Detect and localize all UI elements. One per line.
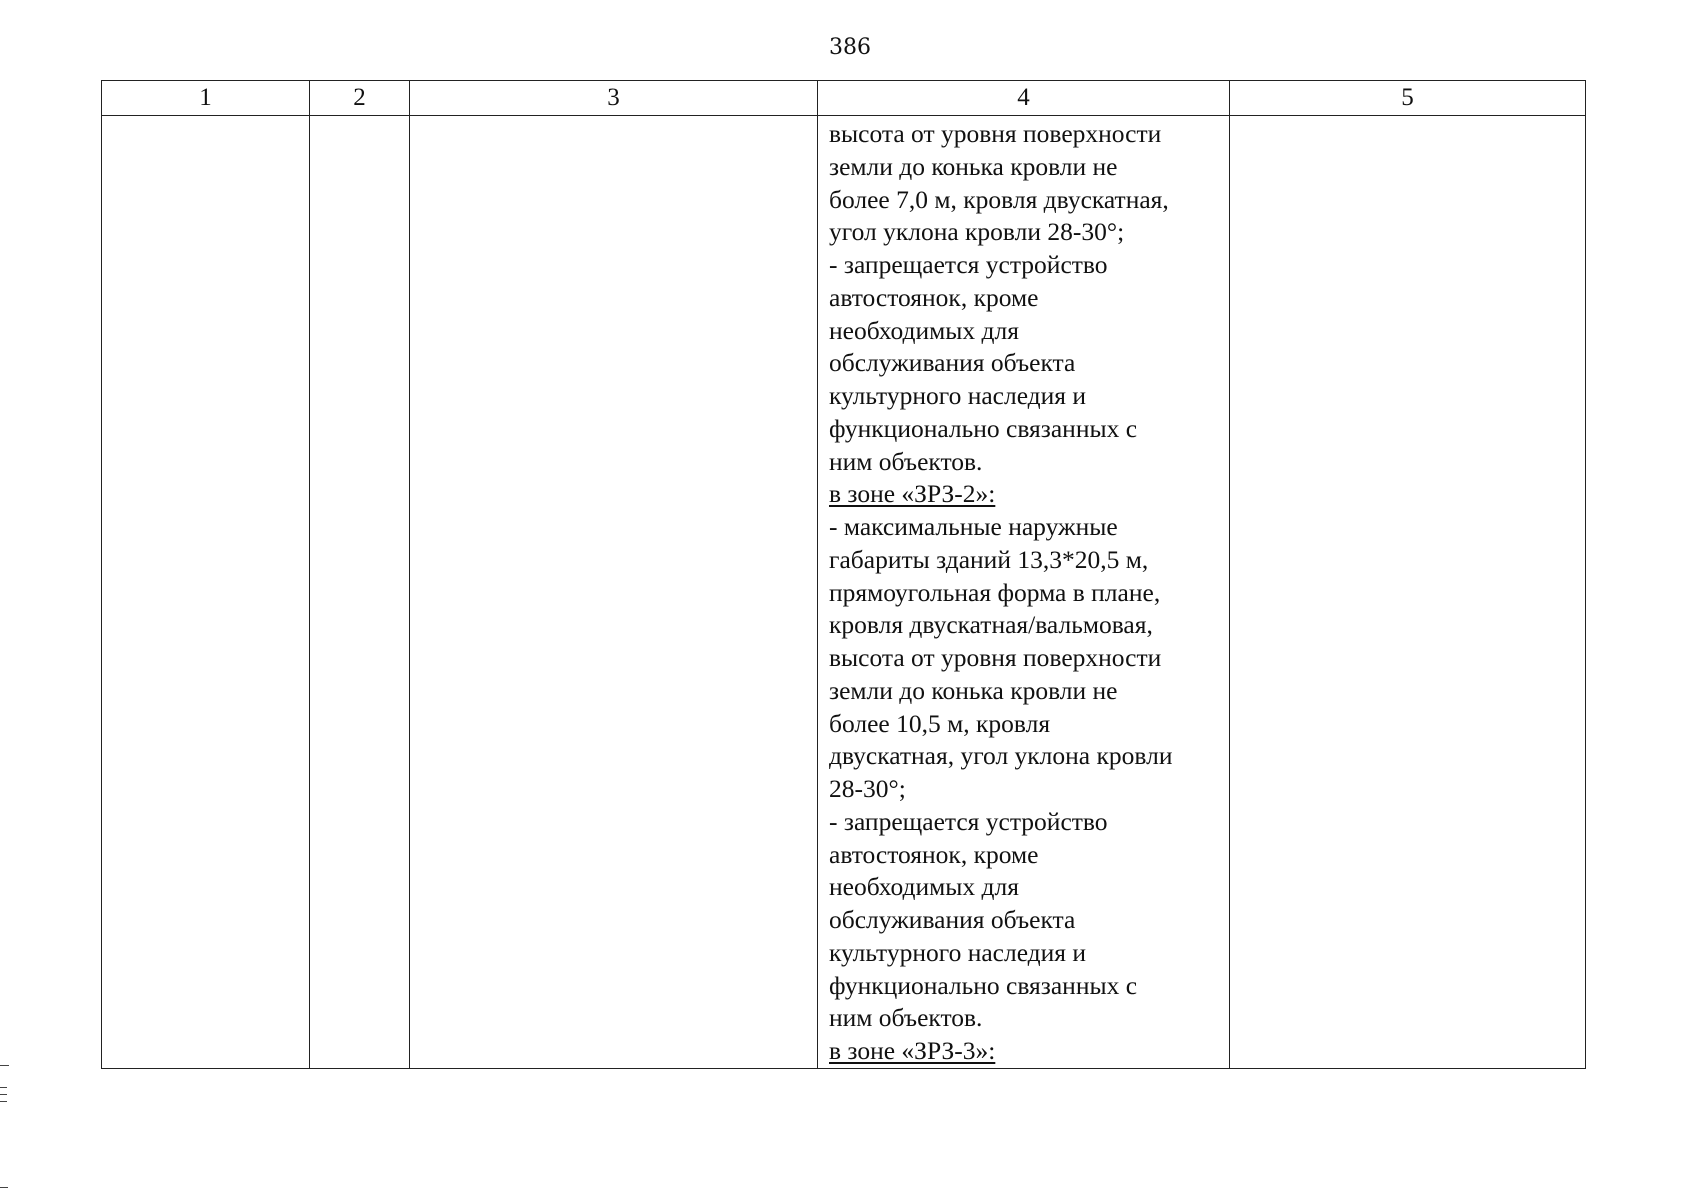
- text-line: земли до конька кровли не: [829, 675, 1118, 705]
- text-line: - запрещается устройство: [829, 250, 1108, 279]
- text-line: функционально связанных с: [829, 413, 1138, 443]
- text-line: прямоугольная форма в плане,: [829, 577, 1161, 607]
- column-header-5: 5: [1230, 81, 1586, 116]
- column-header-1: 1: [102, 81, 310, 116]
- text-line: необходимых для: [829, 315, 1019, 345]
- text-line: ним объектов.: [829, 446, 983, 476]
- text-line: кровля двускатная/вальмовая,: [829, 610, 1153, 640]
- margin-mark: [0, 1087, 7, 1088]
- column-header-2: 2: [310, 81, 410, 116]
- text-line: обслуживания объекта: [829, 905, 1076, 934]
- text-line: габариты зданий 13,3*20,5 м,: [829, 544, 1149, 574]
- text-line: культурного наследия и: [829, 381, 1087, 410]
- table-row: [102, 116, 1586, 1069]
- text-line: более 7,0 м, кровля двускатная,: [829, 184, 1169, 214]
- text-line: более 10,5 м, кровля: [829, 708, 1051, 738]
- margin-mark: [0, 1094, 7, 1095]
- cell-column-3: [410, 116, 818, 1069]
- document-table: [101, 80, 1586, 1069]
- table-header-row: [102, 81, 1586, 116]
- text-line: культурного наследия и: [829, 937, 1087, 967]
- text-line: высота от уровня поверхности: [829, 643, 1162, 672]
- margin-mark: [0, 1187, 8, 1188]
- text-line: автостоянок, кроме: [829, 839, 1039, 869]
- text-line: 28-30°;: [829, 774, 906, 803]
- cell-column-2: [310, 116, 410, 1069]
- zone-heading: в зоне «ЗРЗ-3»:: [829, 1036, 996, 1065]
- cell-column-4: [818, 116, 1230, 1069]
- column-header-3: 3: [410, 81, 818, 116]
- text-line: угол уклона кровли 28-30°;: [829, 217, 1125, 247]
- text-line: - максимальные наружные: [829, 512, 1118, 541]
- text-line: функционально связанных с: [829, 970, 1138, 1000]
- cell-column-5: [1230, 116, 1586, 1069]
- page-number: 386: [829, 35, 871, 60]
- cell-column-1: [102, 116, 310, 1069]
- text-line: обслуживания объекта: [829, 348, 1076, 378]
- text-line: земли до конька кровли не: [829, 151, 1118, 181]
- column-header-4: 4: [818, 81, 1230, 116]
- margin-mark: [0, 1101, 7, 1102]
- column-4-text: [818, 116, 1229, 1068]
- text-line: высота от уровня поверхности: [829, 119, 1162, 148]
- text-line: необходимых для: [829, 872, 1019, 902]
- margin-mark: [0, 1065, 9, 1066]
- text-line: двускатная, угол уклона кровли: [829, 741, 1173, 771]
- text-line: автостоянок, кроме: [829, 282, 1039, 312]
- text-line: - запрещается устройство: [829, 806, 1108, 836]
- text-line: ним объектов.: [829, 1003, 983, 1033]
- zone-heading: в зоне «ЗРЗ-2»:: [829, 479, 996, 509]
